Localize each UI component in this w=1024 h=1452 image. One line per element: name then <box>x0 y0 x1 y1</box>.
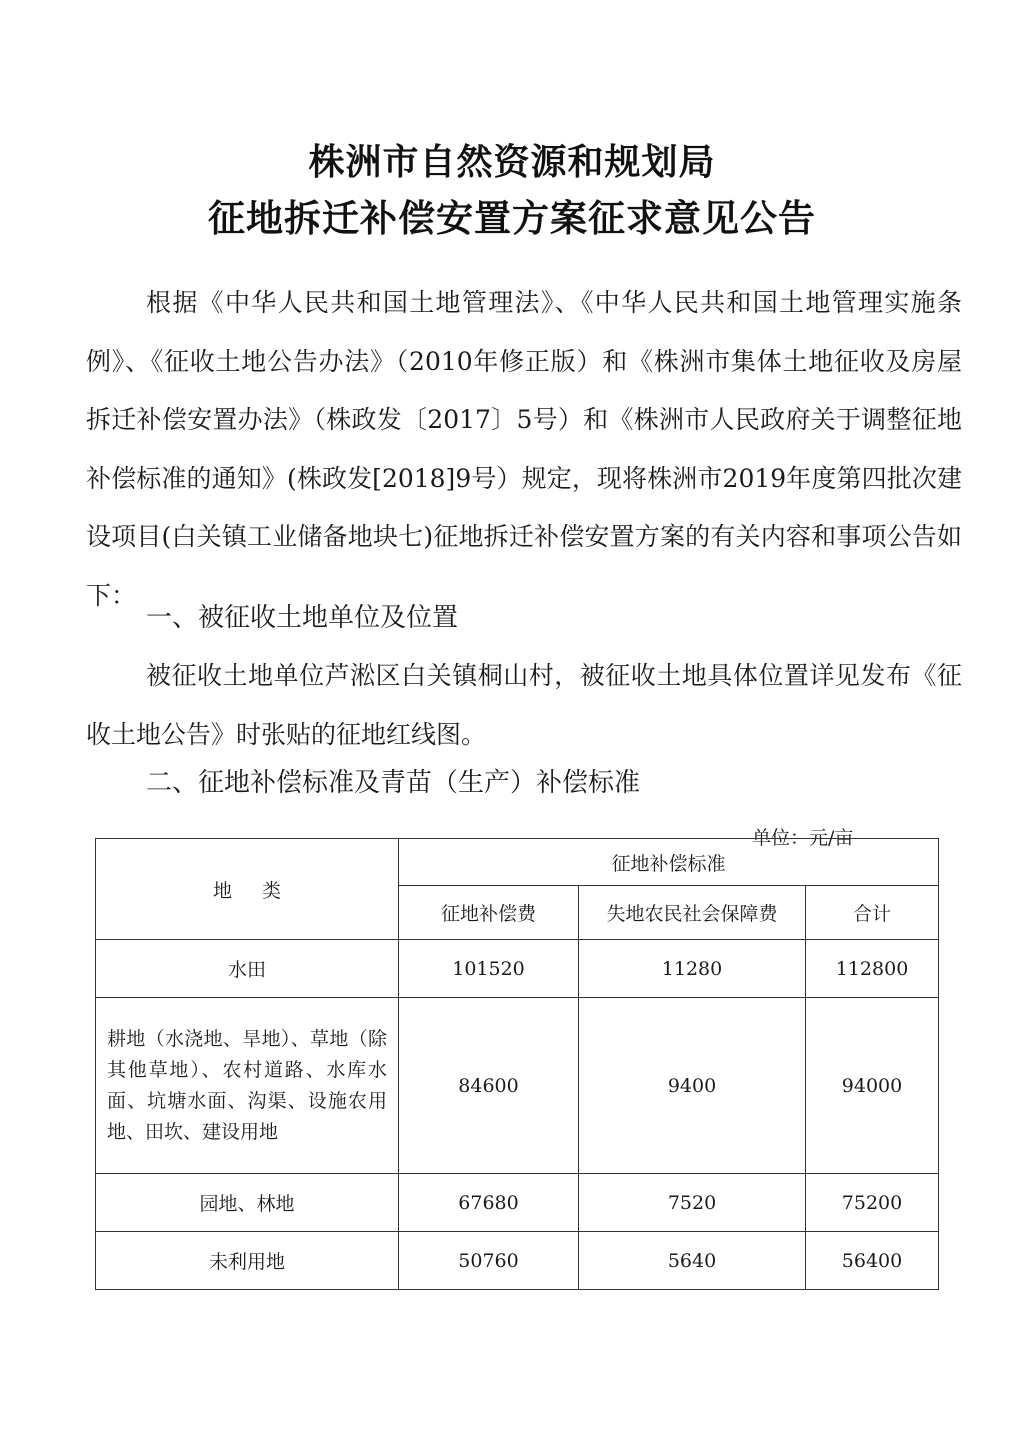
social-cell: 11280 <box>579 940 806 998</box>
fee-cell: 50760 <box>399 1232 579 1290</box>
table-row <box>96 998 939 1174</box>
header-compensation-fee: 征地补偿费 <box>399 886 579 940</box>
fee-cell: 67680 <box>399 1174 579 1232</box>
compensation-table <box>95 838 939 1290</box>
total-cell: 56400 <box>806 1232 939 1290</box>
table-header-row <box>96 839 939 886</box>
section2-heading: 二、征地补偿标准及青苗（生产）补偿标准 <box>146 768 641 798</box>
social-cell: 7520 <box>579 1174 806 1232</box>
document-title-line2: 征地拆迁补偿安置方案征求意见公告 <box>208 197 816 240</box>
header-land-type: 地类 <box>96 839 399 940</box>
fee-cell: 101520 <box>399 940 579 998</box>
land-type-cell: 未利用地 <box>96 1232 399 1290</box>
total-cell: 75200 <box>806 1174 939 1232</box>
section1-paragraph: 被征收土地单位芦淞区白关镇桐山村，被征收土地具体位置详见发布《征收土地公告》时张贴的征地红线图。 <box>86 661 962 749</box>
land-type-cell: 园地、林地 <box>96 1174 399 1232</box>
land-type-cell: 耕地（水浇地、旱地）、草地（除其他草地）、农村道路、水库水面、坑塘水面、沟渠、设施农用地、田坎、建设用地 <box>96 998 399 1174</box>
social-cell: 9400 <box>579 998 806 1174</box>
fee-cell: 84600 <box>399 998 579 1174</box>
document-title-line1: 株洲市自然资源和规划局 <box>308 142 716 183</box>
table-unit-label: 单位：元/亩 <box>752 827 854 849</box>
social-cell: 5640 <box>579 1232 806 1290</box>
table-row <box>96 940 939 998</box>
header-total: 合计 <box>806 886 939 940</box>
total-cell: 94000 <box>806 998 939 1174</box>
table-row <box>96 1232 939 1290</box>
land-type-cell: 水田 <box>96 940 399 998</box>
header-social-security-fee: 失地农民社会保障费 <box>579 886 806 940</box>
table-row <box>96 1174 939 1232</box>
total-cell: 112800 <box>806 940 939 998</box>
intro-paragraph: 根据《中华人民共和国土地管理法》、《中华人民共和国土地管理实施条例》、《征收土地公告办法》（2010年修正版）和《株洲市集体土地征收及房屋拆迁补偿安置办法》（株政发〔2017〕5号）和《株洲市人民政府关于调整征地补偿标准的通知》(株政发[2018]9号）规定，现将株洲市2019年度第四批次建设项目(白关镇工业储备地块七)征地拆迁补偿安置方案的有关内容和事项公告如下： <box>86 288 962 610</box>
section1-heading: 一、被征收土地单位及位置 <box>146 603 459 633</box>
header-standard-group: 征地补偿标准 <box>399 839 939 886</box>
